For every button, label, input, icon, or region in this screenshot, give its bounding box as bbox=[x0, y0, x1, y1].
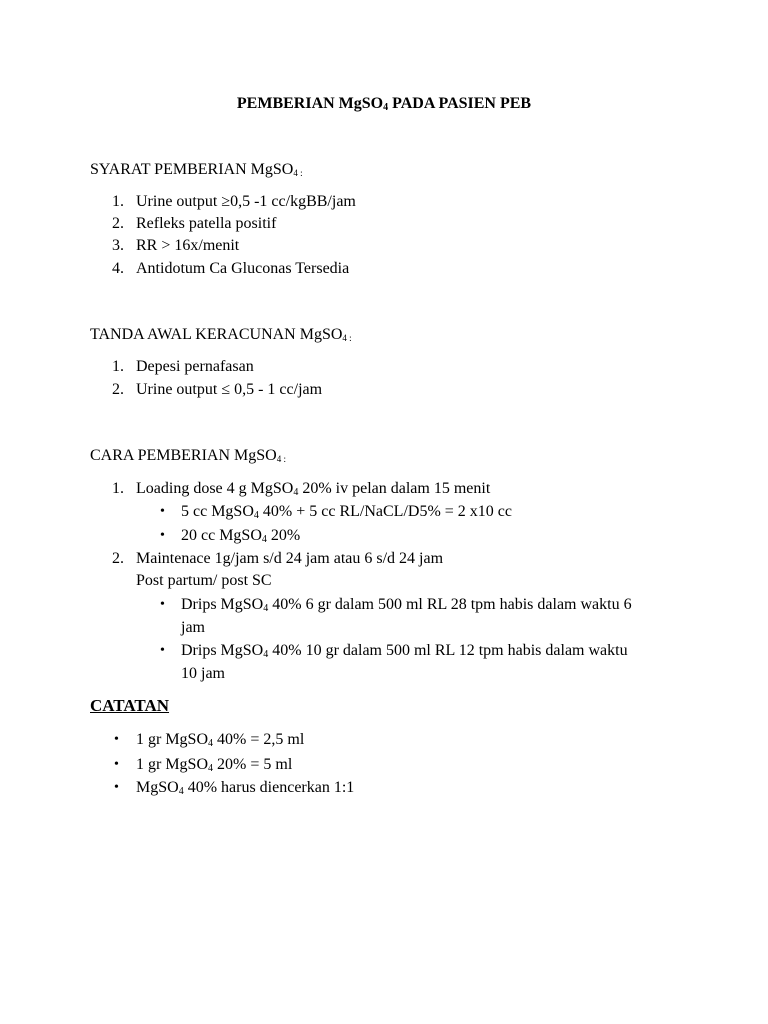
subscript: 4 bbox=[208, 763, 214, 774]
bullet-icon: • bbox=[160, 528, 165, 543]
text-pre: 1 gr MgSO bbox=[136, 756, 209, 773]
text-pre: MgSO bbox=[136, 779, 179, 796]
subscript: 4 bbox=[253, 510, 259, 521]
bullet-icon: • bbox=[160, 643, 165, 658]
bullet-item-text bbox=[181, 526, 300, 550]
text-post: 40% + 5 cc RL/NaCL/D5% = 2 x10 cc bbox=[258, 503, 512, 520]
list-number: 1. bbox=[112, 358, 124, 375]
text-pre: 1 gr MgSO bbox=[136, 731, 209, 748]
text-post: 40% harus diencerkan 1:1 bbox=[183, 779, 355, 796]
section-heading-catatan: CATATAN bbox=[90, 696, 170, 715]
subscript: 4 bbox=[263, 649, 269, 660]
bullet-item-text bbox=[136, 778, 354, 802]
list-number: 2. bbox=[112, 215, 124, 232]
title-subscript: 4 bbox=[383, 102, 389, 113]
text-post: 20% iv pelan dalam 15 menit bbox=[298, 480, 491, 497]
bullet-item-text bbox=[136, 755, 292, 779]
list-number: 1. bbox=[112, 193, 124, 210]
list-item-subline: Post partum/ post SC bbox=[136, 572, 272, 589]
bullet-item-text bbox=[136, 730, 304, 754]
subscript: 4 bbox=[208, 738, 214, 749]
list-number: 1. bbox=[112, 480, 124, 497]
subscript: 4 bbox=[263, 603, 269, 614]
page-title bbox=[0, 94, 768, 118]
section-heading-cara bbox=[90, 446, 286, 469]
list-item-text: Antidotum Ca Gluconas Tersedia bbox=[136, 260, 350, 277]
heading-text: CARA PEMBERIAN MgSO bbox=[90, 447, 277, 464]
bullet-icon: • bbox=[114, 757, 119, 772]
list-item-text: Urine output ≥0,5 -1 cc/kgBB/jam bbox=[136, 193, 356, 210]
bullet-item-text bbox=[181, 595, 632, 619]
bullet-item-text bbox=[181, 502, 512, 526]
text-pre: 20 cc MgSO bbox=[181, 527, 262, 544]
list-number: 2. bbox=[112, 550, 124, 567]
text-pre: 5 cc MgSO bbox=[181, 503, 254, 520]
subscript: 4 bbox=[293, 487, 299, 498]
text-post: 40% 6 gr dalam 500 ml RL 28 tpm habis dalam waktu 6 bbox=[268, 596, 632, 613]
list-number: 2. bbox=[112, 381, 124, 398]
heading-subscript: 4 : bbox=[293, 168, 303, 178]
subscript: 4 bbox=[178, 786, 184, 797]
text-post: 40% = 2,5 ml bbox=[213, 731, 305, 748]
text-post: 40% 10 gr dalam 500 ml RL 12 tpm habis dalam waktu bbox=[268, 642, 628, 659]
bullet-item-continuation: 10 jam bbox=[181, 665, 225, 682]
heading-subscript: 4 : bbox=[342, 333, 352, 343]
list-item-text bbox=[136, 479, 490, 503]
text-post: 20% = 5 ml bbox=[213, 756, 293, 773]
title-text-pre: PEMBERIAN MgSO bbox=[236, 95, 384, 112]
heading-text: TANDA AWAL KERACUNAN MgSO bbox=[90, 326, 343, 343]
bullet-icon: • bbox=[160, 597, 165, 612]
text-pre: Drips MgSO bbox=[181, 642, 264, 659]
list-number: 3. bbox=[112, 237, 124, 254]
bullet-item-continuation: jam bbox=[181, 619, 205, 636]
list-item-text: Maintenace 1g/jam s/d 24 jam atau 6 s/d 24 jam bbox=[136, 550, 444, 567]
text-pre: Drips MgSO bbox=[181, 596, 264, 613]
bullet-icon: • bbox=[114, 732, 119, 747]
bullet-item-text bbox=[181, 641, 628, 665]
list-item-text: Refleks patella positif bbox=[136, 215, 277, 232]
bullet-icon: • bbox=[114, 780, 119, 795]
heading-text: SYARAT PEMBERIAN MgSO bbox=[90, 161, 294, 178]
list-item-text: Depesi pernafasan bbox=[136, 358, 254, 375]
bullet-icon: • bbox=[160, 504, 165, 519]
section-heading-syarat bbox=[90, 160, 303, 183]
section-heading-tanda bbox=[90, 325, 352, 348]
list-item-text: Urine output ≤ 0,5 - 1 cc/jam bbox=[136, 381, 323, 398]
list-number: 4. bbox=[112, 260, 124, 277]
text-pre: Loading dose 4 g MgSO bbox=[136, 480, 294, 497]
list-item-text: RR > 16x/menit bbox=[136, 237, 240, 254]
text-post: 20% bbox=[266, 527, 301, 544]
heading-subscript: 4 : bbox=[276, 454, 286, 464]
title-text-post: PADA PASIEN PEB bbox=[388, 95, 532, 112]
subscript: 4 bbox=[261, 534, 267, 545]
